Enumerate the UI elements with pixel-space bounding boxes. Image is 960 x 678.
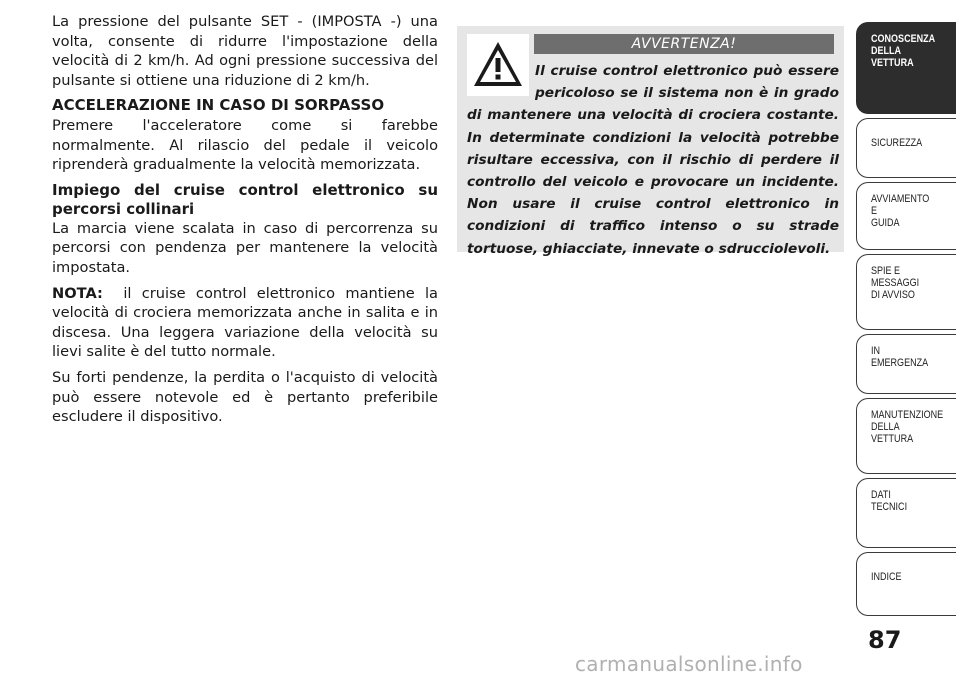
tab-label: CONOSCENZA DELLA VETTURA [871,33,936,69]
chapter-sidebar [856,0,960,678]
tab-dati-tecnici[interactable] [856,478,956,548]
note-text: il cruise control elettronico mantiene la velocità di crociera memorizzata anche in salita e in discesa. Una leggera variazione della velocità su lievi salite è del tutto normale. [52,284,438,361]
paragraph-steep-slopes: Su forti pendenze, la perdita o l'acquisto di velocità può essere notevole ed è pertanto preferibile escludere il dispositivo. [52,368,438,426]
tab-label: MANUTENZIONE DELLA VETTURA [871,409,944,445]
warning-box [457,26,844,257]
tab-conoscenza-della-vettura[interactable] [856,22,956,114]
paragraph-set-decrease: La pressione del pulsante SET - (IMPOSTA -) una volta, consente di ridurre l'impostazione della velocità di 2 km/h. Ad ogni pressione successiva del pulsante si ottiene una riduzione di 2 km/h. [52,13,438,89]
tab-label: SPIE E MESSAGGI DI AVVISO [871,265,920,301]
left-column [52,12,438,433]
watermark: carmanualsonline.info [575,652,803,676]
tab-manutenzione-della-vettura[interactable] [856,398,956,474]
tab-in-emergenza[interactable] [856,334,956,394]
subheading-hilly-roads: Impiego del cruise control elettronico su percorsi collinari [52,180,438,218]
tab-label: SICUREZZA [871,137,923,149]
warning-title: AVVERTENZA! [534,34,834,54]
tab-indice[interactable] [856,552,956,616]
tab-label: IN EMERGENZA [871,345,929,369]
section-heading-overtaking: ACCELERAZIONE IN CASO DI SORPASSO [52,96,385,115]
page-number: 87 [868,626,902,654]
tab-label: AVVIAMENTO E GUIDA [871,193,930,229]
tab-avviamento-e-guida[interactable] [856,182,956,250]
paragraph-overtaking: Premere l'acceleratore come si farebbe normalmente. Al rilascio del pedale il veicolo riprenderà gradualmente la velocità memorizzata. [52,116,438,174]
tab-spie-e-messaggi[interactable] [856,254,956,330]
warning-text: Il cruise control elettronico può essere pericoloso se il sistema non è in grado di mantenere una velocità di crociera costante. In determinate condizioni la velocità potrebbe risultare eccessiva, con il rischio di perdere il controllo del veicolo e provocare un incidente. Non usare il cruise control elettronico in condizioni di traffico intenso o su strade tortuose, ghiacciate, innevate o sdrucciolevoli. [467,63,839,257]
tab-label: DATI TECNICI [871,489,908,513]
note-label: NOTA: [52,284,103,302]
note-paragraph [52,284,438,362]
tab-sicurezza[interactable] [856,118,956,178]
paragraph-hilly-roads: La marcia viene scalata in caso di percorrenza su percorsi con pendenza per mantenere la velocità impostata. [52,219,438,276]
warning-text-block [467,60,839,260]
tab-label: INDICE [871,571,902,583]
